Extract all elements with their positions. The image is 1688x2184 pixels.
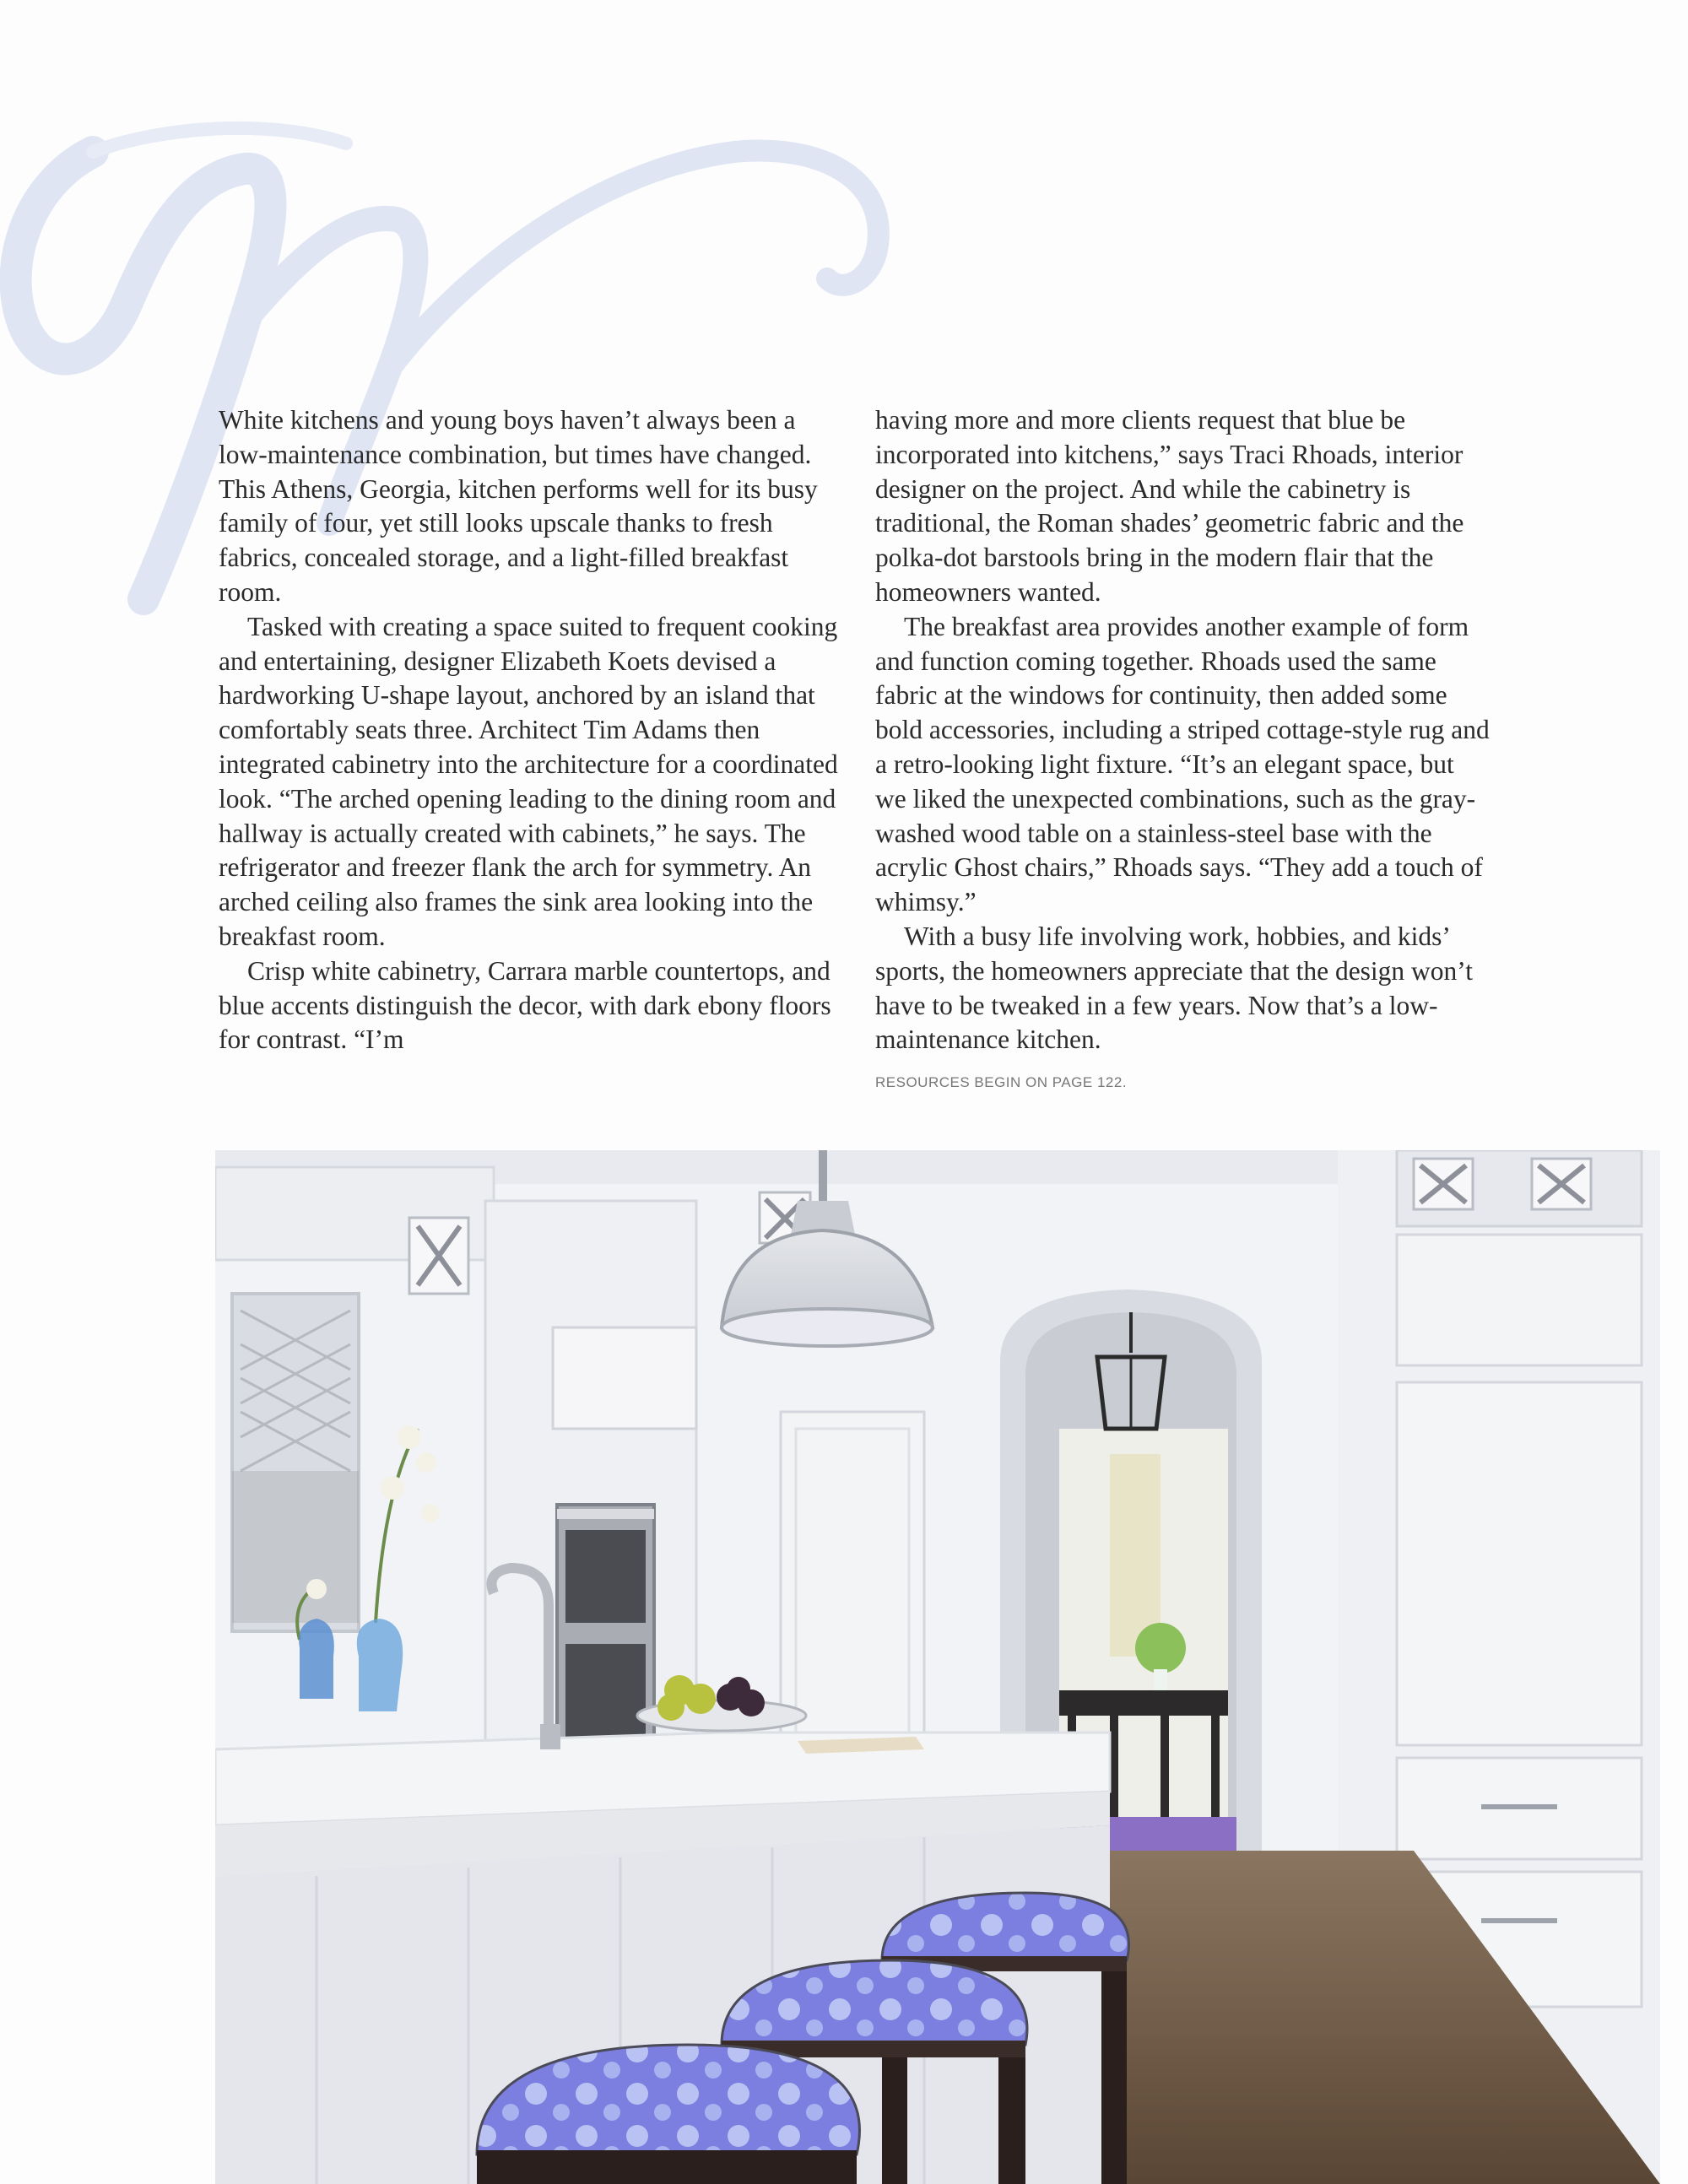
- resources-note: RESOURCES BEGIN ON PAGE 122.: [875, 1074, 1128, 1091]
- kitchen-illustration: [215, 1150, 1660, 2184]
- paragraph: Tasked with creating a space suited to frequent cooking and entertaining, designer Elizabeth Koets devised a hardworking U-shape layout, anchored by an island that comfortably seats three. Architect Tim Adams then integrated cabinetry into the architecture for a coordinated look. “The arched opening leading to the dining room and hallway is actually created with cabinets,” he says. The refrigerator and freezer flank the arch for symmetry. An arched ceiling also frames the sink area looking into the breakfast room.: [219, 611, 838, 951]
- kitchen-photo: [215, 1150, 1660, 2184]
- paragraph: With a busy life involving work, hobbies, and kids’ sports, the homeowners appreciate that the design won’t have to be tweaked in a few years. Now that’s a low-maintenance kitchen.: [875, 921, 1473, 1055]
- article-right-column: [875, 403, 1491, 1100]
- paragraph: White kitchens and young boys haven’t always been a low-maintenance combination, but times have changed. This Athens, Georgia, kitchen performs well for its busy family of four, yet still looks upscale thanks to fresh fabrics, concealed storage, and a light-filled breakfast room.: [219, 405, 818, 607]
- paragraph: having more and more clients request that blue be incorporated into kitchens,” says Traci Rhoads, interior designer on the project. And while the cabinetry is traditional, the Roman shades’ geometric fabric and the polka-dot barstools bring in the modern flair that the homeowners wanted.: [875, 405, 1464, 607]
- article-left-column: [219, 403, 847, 1057]
- paragraph: Crisp white cabinetry, Carrara marble countertops, and blue accents distinguish the decor, with dark ebony floors for contrast. “I’m: [219, 955, 831, 1055]
- paragraph: The breakfast area provides another example of form and function coming together. Rhoads used the same fabric at the windows for continuity, then added some bold accessories, including a striped cottage-style rug and a retro-looking light fixture. “It’s an elegant space, but we liked the unexpected combinations, such as the gray-washed wood table on a stainless-steel base with the acrylic Ghost chairs,” Rhoads says. “They add a touch of whimsy.”: [875, 611, 1490, 917]
